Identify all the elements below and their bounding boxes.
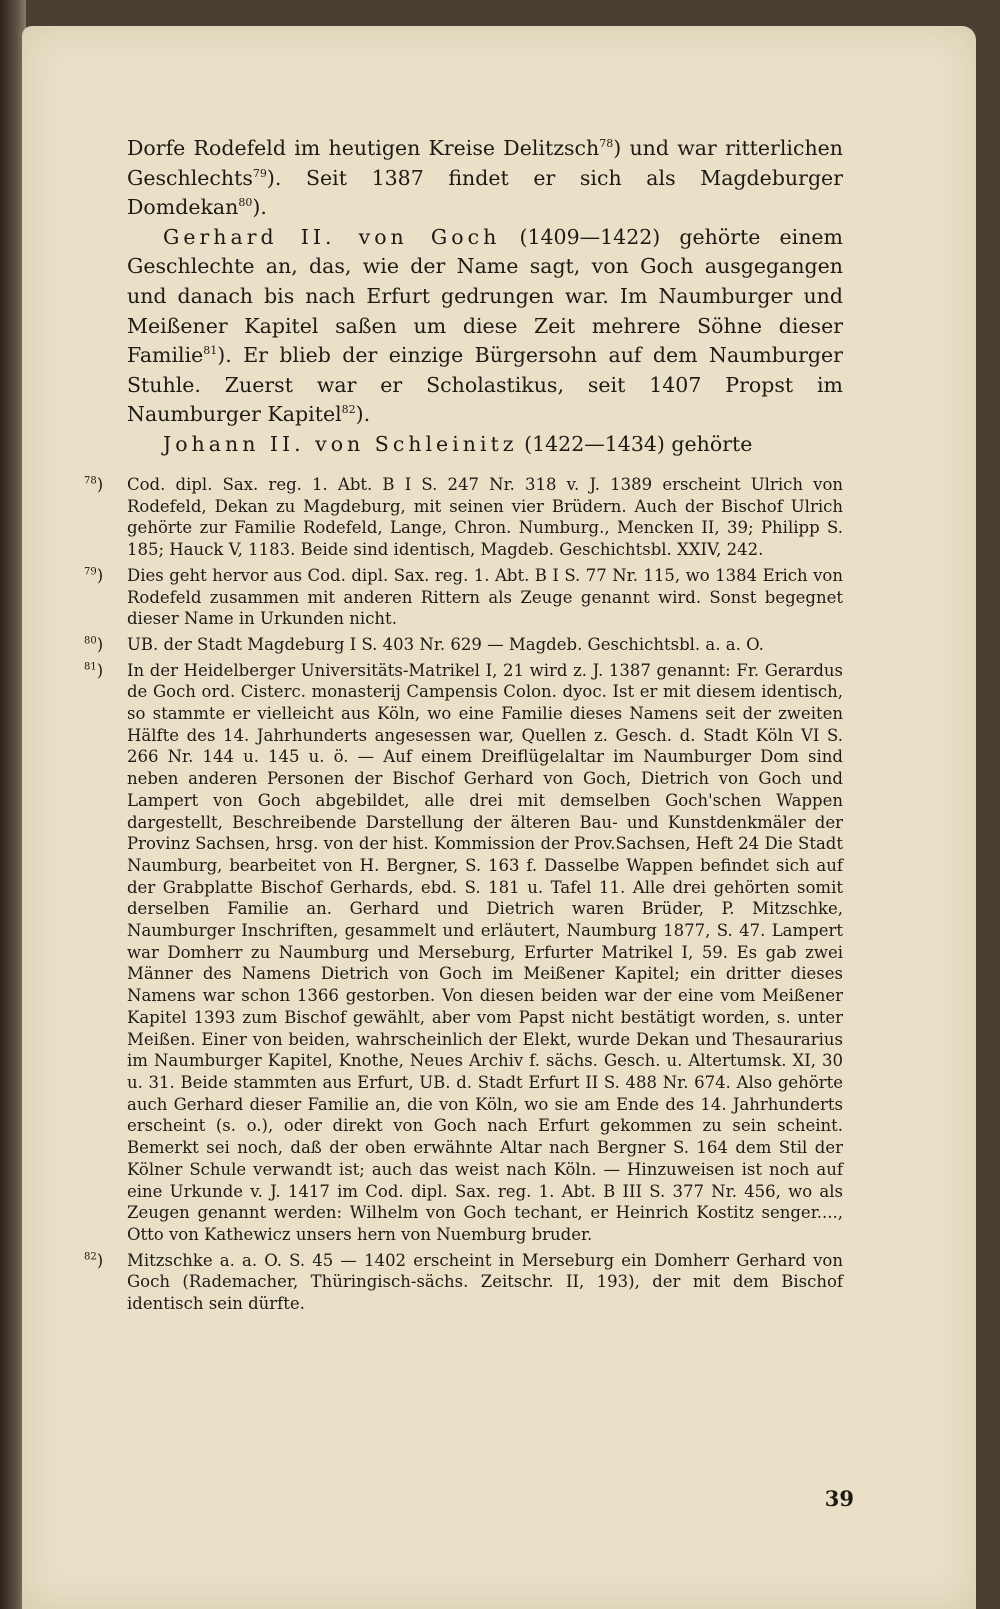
- main-text: [127, 134, 843, 460]
- person-name-gerhard: Gerhard II. von Goch: [163, 224, 501, 249]
- footnote-text: Cod. dipl. Sax. reg. 1. Abt. B I S. 247 Nr. 318 v. J. 1389 erscheint Ulrich von Rodefeld, Dekan zu Magdeburg, mit seinen vier Brüdern. Auch der Bischof Ulrich gehörte zur Familie Rodefeld, Lange, Chron. Numburg., Mencken II, 39; Philipp S. 185; Hauck V, 1183. Beide sind identisch, Magdeb. Geschichtsbl. XXIV, 242.: [127, 475, 843, 560]
- footnote-number: 79: [84, 566, 97, 578]
- footnote-number: 78: [84, 475, 97, 487]
- footnote-number: 80: [84, 635, 97, 647]
- footnote-number: 81: [84, 661, 97, 673]
- footnote-ref-81: 81: [203, 344, 218, 358]
- paragraph-3: Johann II. von Schleinitz (1422—1434) gehörte: [163, 431, 753, 456]
- footnote-text: In der Heidelberger Universitäts-Matrikel I, 21 wird z. J. 1387 genannt: Fr. Gerardus de Goch ord. Cisterc. monasterij Campensis Colon. dyoc. Ist er mit diesem identisch, so stammte er vielleicht aus Köln, wo eine Familie dieses Namens seit der zweiten Hälfte des 14. Jahrhunderts angesessen war, Quellen z. Gesch. d. Stadt Köln VI S. 266 Nr. 144 u. 145 u. ö. — Auf einem Dreiflügelaltar im Naumburger Dom sind neben anderen Personen der Bischof Gerhard von Goch, Dietrich von Goch und Lampert von Goch abgebildet, alle drei mit demselben Goch'schen Wappen dargestellt, Beschreibende Darstellung der älteren Bau- und Kunstdenkmäler der Provinz Sachsen, hrsg. von der hist. Kommission der Prov.Sachsen, Heft 24 Die Stadt Naumburg, bearbeitet von H. Bergner, S. 163 f. Dasselbe Wappen befindet sich auf der Grabplatte Bischof Gerhards, ebd. S. 181 u. Tafel 11. Alle drei gehörten somit derselben Familie an. Gerhard und Dietrich waren Brüder, P. Mitzschke, Naumburger Inschriften, gesammelt und erläutert, Naumburg 1877, S. 47. Lampert war Domherr zu Naumburg und Merseburg, Erfurter Matrikel I, 59. Es gab zwei Männer des Namens Dietrich von Goch im Meißener Kapitel; ein dritter dieses Namens war schon 1366 gestorben. Von diesen beiden war der eine vom Meißener Kapitel 1393 zum Bischof gewählt, aber vom Papst nicht bestätigt worden, s. unter Meißen. Einer von beiden, wahrscheinlich der Elekt, wurde Dekan und Thesaurarius im Naumburger Kapitel, Knothe, Neues Archiv f. sächs. Gesch. u. Altertumsk. XI, 30 u. 31. Beide stammten aus Erfurt, UB. d. Stadt Erfurt II S. 488 Nr. 674. Also gehörte auch Gerhard dieser Familie an, die von Köln, wo sie am Ende des 14. Jahrhunderts erscheint (s. o.), oder direkt von Goch nach Erfurt gekommen zu sein scheint. Bemerkt sei noch, daß der oben erwähnte Altar nach Bergner S. 164 dem Stil der Kölner Schule verwandt ist; auch das weist nach Köln. — Hinzuweisen ist noch auf eine Urkunde v. J. 1417 im Cod. dipl. Sax. reg. 1. Abt. B III S. 377 Nr. 456, wo als Zeugen genannt werden: Wilhelm von Goch techant, er Heinrich Kostitz senger...., Otto von Kathewicz unsers hern von Nuemburg bruder.: [127, 660, 843, 1244]
- footnote-text: Dies geht hervor aus Cod. dipl. Sax. reg. 1. Abt. B I S. 77 Nr. 115, wo 1384 Erich von Rodefeld zusammen mit anderen Rittern als Zeuge genannt wird. Sonst begegnet dieser Name in Urkunden nicht.: [127, 565, 843, 629]
- footnote-text: Mitzschke a. a. O. S. 45 — 1402 erscheint in Merseburg ein Domherr Gerhard von Goch (Rademacher, Thüringisch-sächs. Zeitschr. II, 193), der mit dem Bischof identisch sein dürfte.: [127, 1250, 843, 1314]
- footnote-ref-79: 79: [252, 166, 267, 180]
- footnote-ref-80: 80: [238, 196, 253, 210]
- paragraph-2: Gerhard II. von Goch (1409—1422) gehörte einem Geschlechte an, das, wie der Name sagt, von Goch ausgegangen und danach bis nach Erfurt gedrungen war. Im Naumburger und Meißener Kapitel saßen um diese Zeit mehrere Söhne dieser Familie$^{81}$). Er blieb der einzige Bürgersohn auf dem Naumburger Stuhle. Zuerst war er Scholastikus, seit 1407 Propst im Naumburger Kapitel$^{82}$).: [127, 224, 843, 427]
- footnote-number: 82: [84, 1251, 97, 1263]
- footnote-80: $^{80}$) UB. der Stadt Magdeburg I S. 403 Nr. 629 — Magdeb. Geschichtsbl. a. a. O.: [84, 634, 764, 654]
- person-name-johann: Johann II. von Schleinitz: [163, 431, 518, 456]
- footnote-ref-82: 82: [341, 403, 356, 417]
- paragraph-1: Dorfe Rodefeld im heutigen Kreise Delitzsch$^{78}$) und war ritterlichen Geschlechts$^{79}$). Seit 1387 findet er sich als Magdeburger Domdekan$^{80}$).: [127, 136, 843, 220]
- footnote-78: $^{78}$) Cod. dipl. Sax. reg. 1. Abt. B I S. 247 Nr. 318 v. J. 1389 erscheint Ulrich von Rodefeld, Dekan zu Magdeburg, mit seinen vier Brüdern. Auch der Bischof Ulrich gehörte zur Familie Rodefeld, Lange, Chron. Numburg., Mencken II, 39; Philipp S. 185; Hauck V, 1183. Beide sind identisch, Magdeb. Geschichtsbl. XXIV, 242.: [84, 475, 843, 560]
- footnote-ref-78: 78: [599, 137, 614, 151]
- footnote-81: $^{81}$) In der Heidelberger Universitäts-Matrikel I, 21 wird z. J. 1387 genannt: Fr. Gerardus de Goch ord. Cisterc. monasterij Campensis Colon. dyoc. Ist er mit diesem identisch, so stammte er vielleicht aus Köln, wo eine Familie dieses Namens seit der zweiten Hälfte des 14. Jahrhunderts angesessen war, Quellen z. Gesch. d. Stadt Köln VI S. 266 Nr. 144 u. 145 u. ö. — Auf einem Dreiflügelaltar im Naumburger Dom sind neben anderen Personen der Bischof Gerhard von Goch, Dietrich von Goch und Lampert von Goch abgebildet, alle drei mit demselben Goch'schen Wappen dargestellt, Beschreibende Darstellung der älteren Bau- und Kunstdenkmäler der Provinz Sachsen, hrsg. von der hist. Kommission der Prov.Sachsen, Heft 24 Die Stadt Naumburg, bearbeitet von H. Bergner, S. 163 f. Dasselbe Wappen befindet sich auf der Grabplatte Bischof Gerhards, ebd. S. 181 u. Tafel 11. Alle drei gehörten somit derselben Familie an. Gerhard und Dietrich waren Brüder, P. Mitzschke, Naumburger Inschriften, gesammelt und erläutert, Naumburg 1877, S. 47. Lampert war Domherr zu Naumburg und Merseburg, Erfurter Matrikel I, 59. Es gab zwei Männer des Namens Dietrich von Goch im Meißener Kapitel; ein dritter dieses Namens war schon 1366 gestorben. Von diesen beiden war der eine vom Meißener Kapitel 1393 zum Bischof gewählt, aber vom Papst nicht bestätigt worden, s. unter Meißen. Einer von beiden, wahrscheinlich der Elekt, wurde Dekan und Thesaurarius im Naumburger Kapitel, Knothe, Neues Archiv f. sächs. Gesch. u. Altertumsk. XI, 30 u. 31. Beide stammten aus Erfurt, UB. d. Stadt Erfurt II S. 488 Nr. 674. Also gehörte auch Gerhard dieser Familie an, die von Köln, wo sie am Ende des 14. Jahrhunderts erscheint (s. o.), oder direkt von Goch nach Erfurt gekommen zu sein scheint. Bemerkt sei noch, daß der oben erwähnte Altar nach Bergner S. 164 dem Stil der Kölner Schule verwandt ist; auch das weist nach Köln. — Hinzuweisen ist noch auf eine Urkunde v. J. 1417 im Cod. dipl. Sax. reg. 1. Abt. B III S. 377 Nr. 456, wo als Zeugen genannt werden: Wilhelm von Goch techant, er Heinrich Kostitz senger...., Otto von Kathewicz unsers hern von Nuemburg bruder.: [84, 660, 843, 1244]
- footnotes: [84, 474, 843, 1315]
- footnote-79: $^{79}$) Dies geht hervor aus Cod. dipl. Sax. reg. 1. Abt. B I S. 77 Nr. 115, wo 1384 Erich von Rodefeld zusammen mit anderen Rittern als Zeuge genannt wird. Sonst begegnet dieser Name in Urkunden nicht.: [84, 565, 843, 629]
- book-page: [22, 26, 976, 1609]
- page-number: 39: [824, 1486, 854, 1511]
- footnote-text: UB. der Stadt Magdeburg I S. 403 Nr. 629 — Magdeb. Geschichtsbl. a. a. O.: [127, 634, 764, 654]
- footnote-82: $^{82}$) Mitzschke a. a. O. S. 45 — 1402 erscheint in Merseburg ein Domherr Gerhard von Goch (Rademacher, Thüringisch-sächs. Zeitschr. II, 193), der mit dem Bischof identisch sein dürfte.: [84, 1250, 843, 1314]
